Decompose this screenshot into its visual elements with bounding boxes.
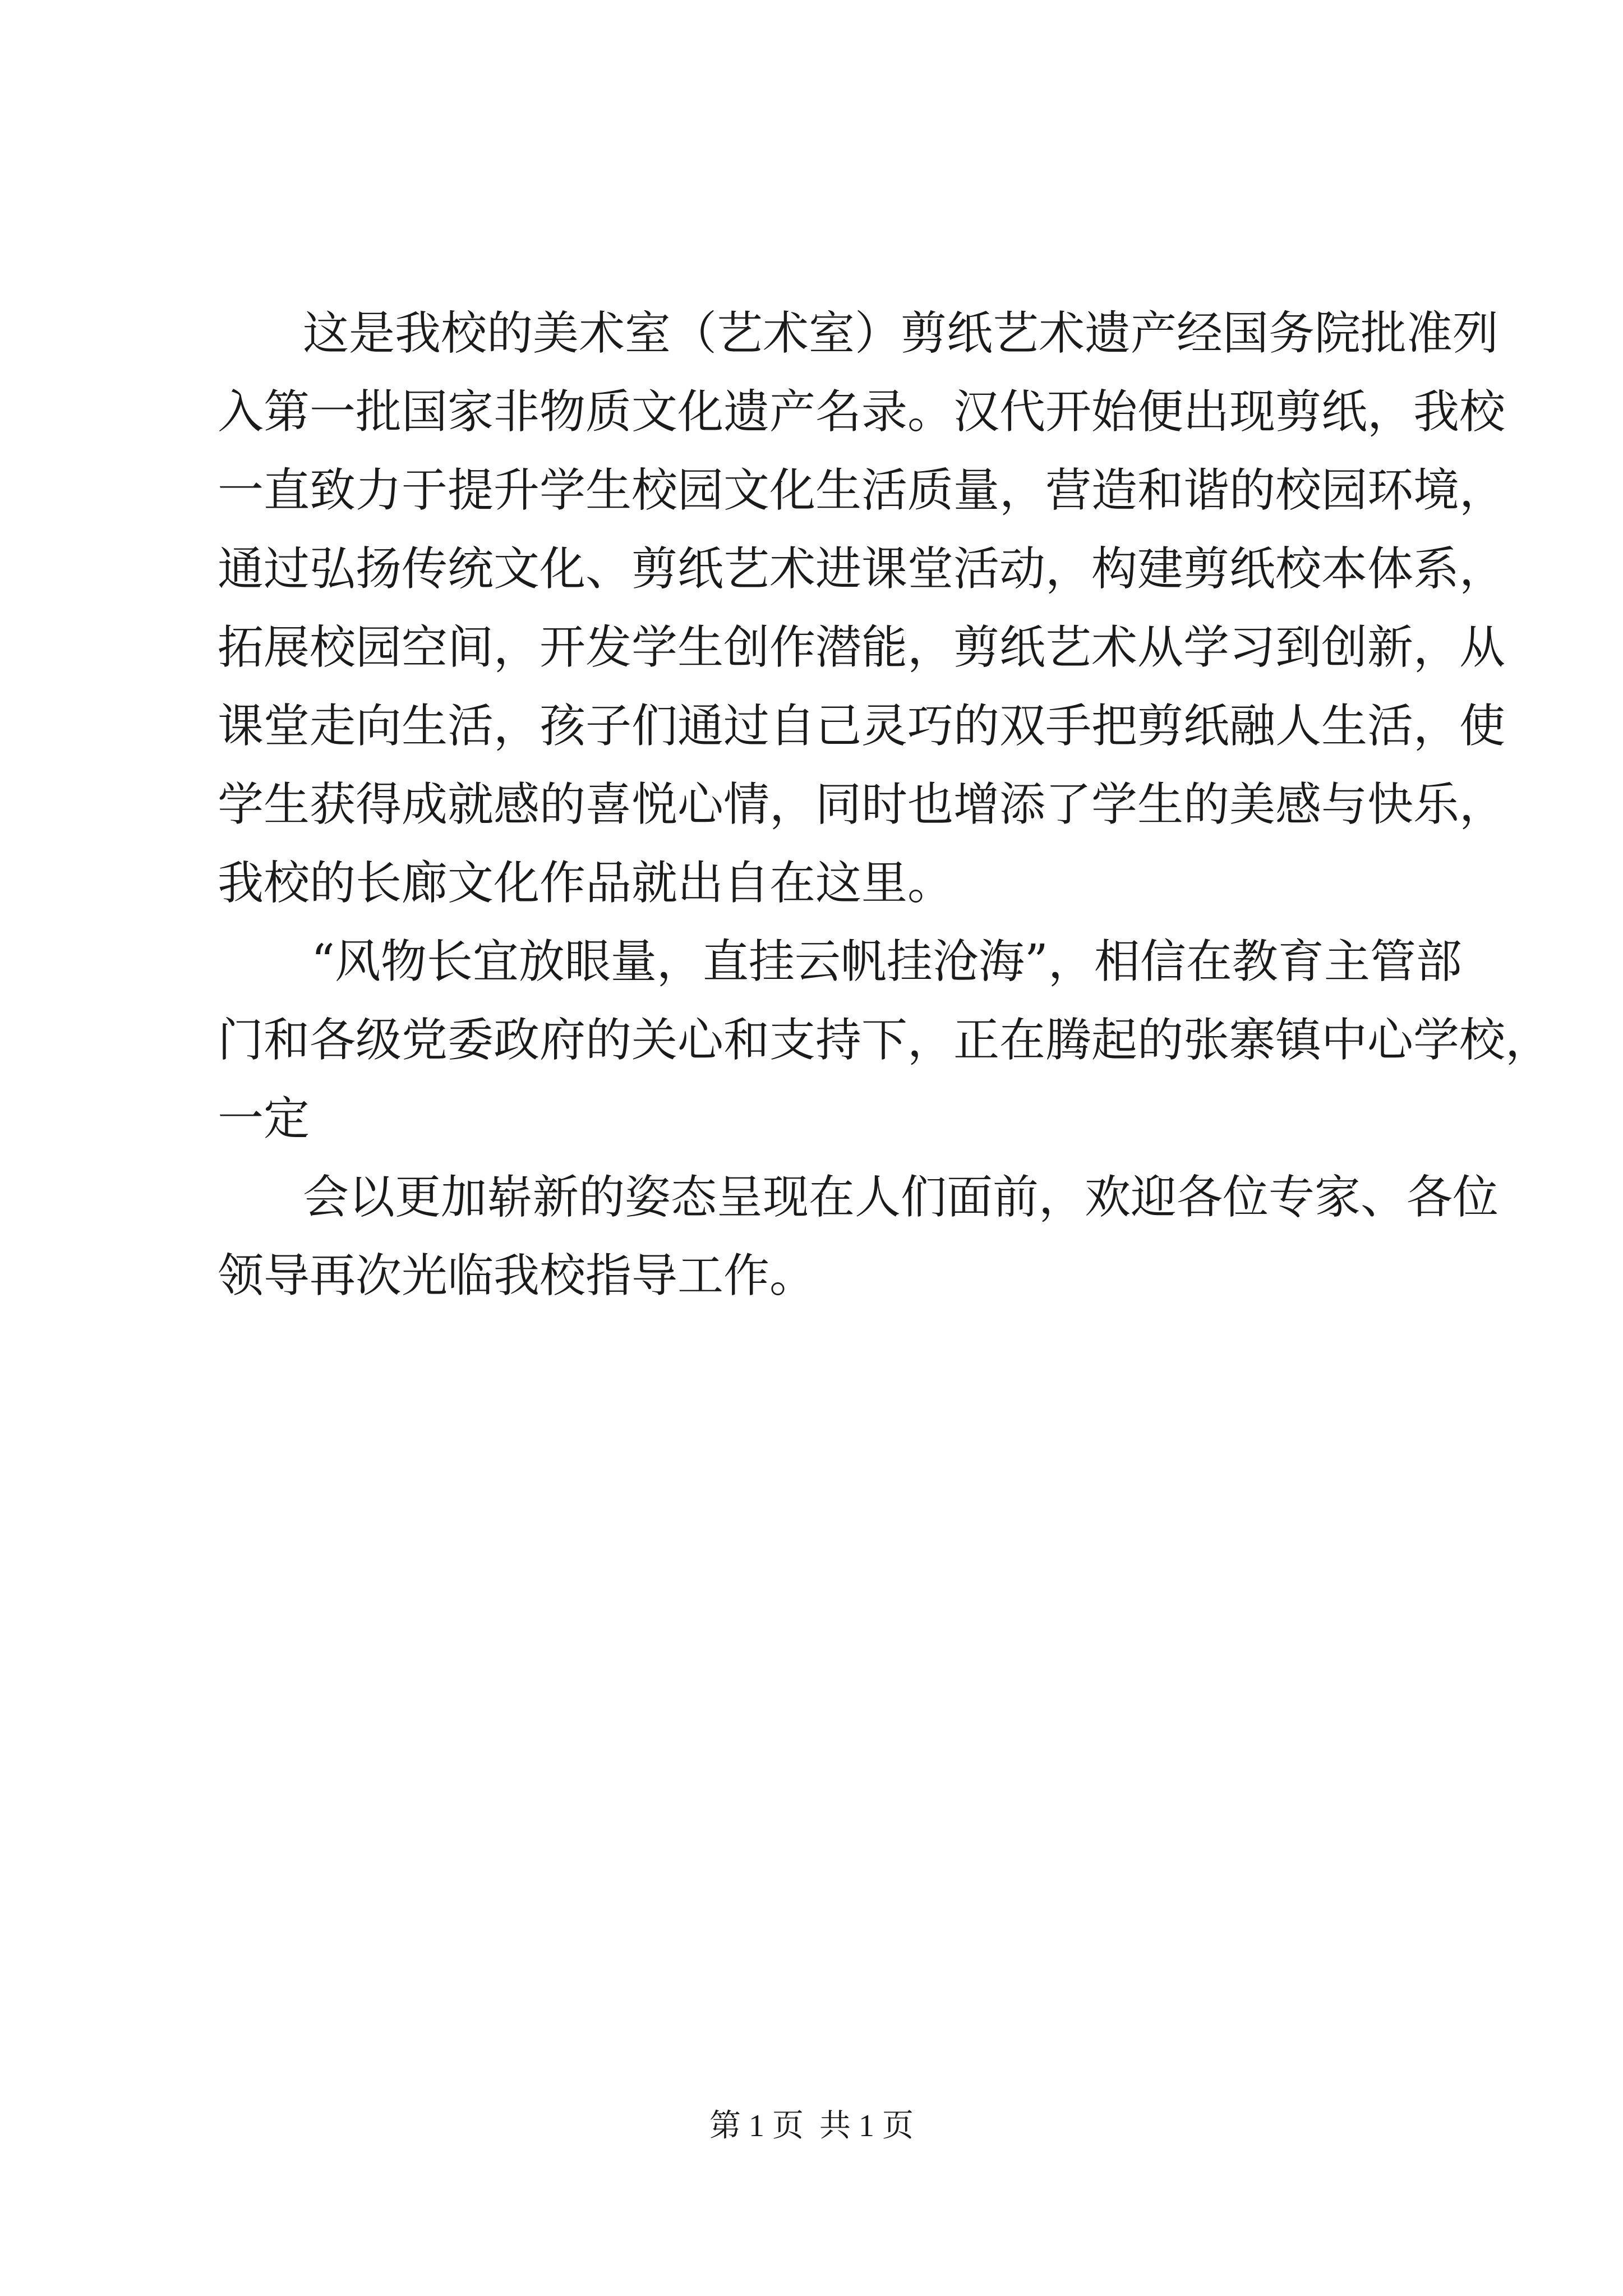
- paragraph-1-line-1: 这是我校的美术室（艺术室）剪纸艺术遗产经国务院批准列: [303, 307, 1499, 360]
- paragraph-1-line-2: 入第一批国家非物质文化遗产名录。汉代开始便出现剪纸，我校: [218, 385, 1506, 439]
- paragraph-1-line-7: 学生获得成就感的喜悦心情，同时也增添了学生的美感与快乐，: [218, 778, 1506, 831]
- paragraph-3-line-1: 会以更加崭新的姿态呈现在人们面前，欢迎各位专家、各位: [303, 1171, 1499, 1224]
- page-footer: 第 1 页 共 1 页: [709, 2109, 914, 2143]
- paragraph-1-line-6: 课堂走向生活，孩子们通过自己灵巧的双手把剪纸融人生活，使: [218, 700, 1506, 753]
- paragraph-2-line-3: 一定: [218, 1092, 310, 1145]
- paragraph-1-line-3: 一直致力于提升学生校园文化生活质量，营造和谐的校园环境，: [218, 464, 1506, 517]
- paragraph-1-line-5: 拓展校园空间，开发学生创作潜能，剪纸艺术从学习到创新，从: [218, 621, 1506, 674]
- paragraph-2-line-2: 门和各级党委政府的关心和支持下，正在腾起的张寨镇中心学校，: [218, 1014, 1552, 1067]
- paragraph-2-line-1: “风物长宜放眼量，直挂云帆挂沧海”，相信在教育主管部: [311, 935, 1462, 988]
- paragraph-1-line-8: 我校的长廊文化作品就出自在这里。: [218, 857, 954, 910]
- paragraph-3-line-2: 领导再次光临我校指导工作。: [218, 1249, 816, 1303]
- paragraph-1-line-4: 通过弘扬传统文化、剪纸艺术进课堂活动，构建剪纸校本体系，: [218, 542, 1506, 596]
